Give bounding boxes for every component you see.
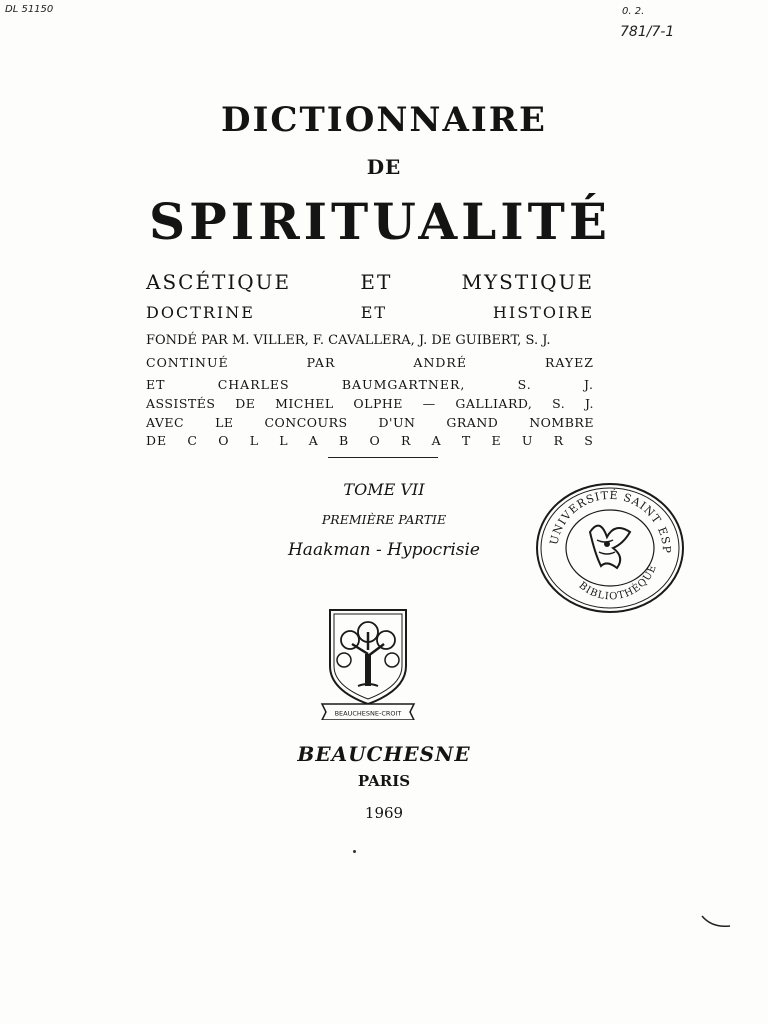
founders-word: CONCOURS (264, 415, 348, 430)
publisher-city: PARIS (357, 772, 411, 790)
founders-line-4 (146, 396, 594, 411)
founders-line-1: FONDÉ PAR M. VILLER, F. CAVALLERA, J. DE GUIBERT, S. J. (146, 333, 551, 348)
founders-letter: E (491, 433, 502, 448)
founders-word: DE (235, 396, 256, 411)
founders-letter: A (431, 433, 442, 448)
founders-word: AVEC (146, 415, 185, 430)
founders-word: RAYEZ (545, 355, 594, 370)
founders-line-3 (146, 377, 594, 392)
title-line-1: DICTIONNAIRE (221, 100, 547, 140)
founders-letter: R (553, 433, 565, 448)
stray-pen-mark-icon (700, 912, 734, 932)
founders-word: GALLIARD, (455, 396, 533, 411)
founders-word: ASSISTÉS (146, 396, 216, 411)
founders-word: ET (146, 377, 166, 392)
founders-word: DE (146, 433, 168, 448)
crest-banner-text: BEAUCHESNE-CROIT (334, 709, 402, 718)
founders-word: LE (215, 415, 234, 430)
subtitle-word: ET (360, 303, 388, 322)
founders-word: J. (584, 396, 594, 411)
founders-word: OLPHE (353, 396, 403, 411)
founders-word: GRAND (446, 415, 499, 430)
handwritten-note-1: 0. 2. (622, 6, 645, 17)
title-line-2: DE (366, 155, 402, 179)
library-stamp-icon (535, 482, 685, 614)
subtitle-word: HISTOIRE (492, 303, 594, 322)
founders-letter: T (461, 433, 472, 448)
subtitle-word: ET (360, 270, 393, 294)
publisher-crest (318, 604, 418, 720)
founders-letter: L (279, 433, 289, 448)
tree-crest-icon (318, 604, 418, 720)
subtitle-word: DOCTRINE (146, 303, 255, 322)
founders-word: CONTINUÉ (146, 355, 229, 370)
founders-letter: B (339, 433, 350, 448)
founders-letter: S (584, 433, 594, 448)
publisher-name: BEAUCHESNE (297, 742, 471, 766)
founders-word: BAUMGARTNER, (341, 377, 466, 392)
founders-word: D'UN (378, 415, 416, 430)
founders-line-6 (146, 433, 594, 448)
founders-word: ANDRÉ (413, 355, 467, 370)
subtitle-line-2 (146, 303, 594, 322)
founders-word: PAR (306, 355, 336, 370)
founders-letter: L (249, 433, 259, 448)
founders-letter: A (308, 433, 319, 448)
founders-letter: U (521, 433, 534, 448)
stamp-text-top: UNIVERSITÉ SAINT ESP (547, 488, 674, 555)
part-label: PREMIÈRE PARTIE (321, 512, 447, 527)
divider-rule (328, 457, 438, 458)
stray-mark (353, 850, 356, 853)
founders-word: CHARLES (217, 377, 290, 392)
founders-letter: O (369, 433, 381, 448)
handwritten-note-2: 781/7-1 (620, 24, 675, 40)
founders-word: S. (517, 377, 532, 392)
svg-text:BIBLIOTHÈQUE (576, 563, 659, 603)
founders-word: — (422, 396, 436, 411)
subtitle-word: ASCÉTIQUE (146, 270, 292, 294)
handwritten-reference: DL 51150 (5, 4, 54, 15)
library-stamp (535, 482, 685, 614)
subtitle-line-1 (146, 270, 594, 294)
founders-letter: R (400, 433, 412, 448)
founders-word: S. (552, 396, 566, 411)
title-line-3: SPIRITUALITÉ (149, 192, 611, 251)
subtitle-word: MYSTIQUE (461, 270, 594, 294)
founders-word: NOMBRE (529, 415, 594, 430)
stamp-text-bottom: BIBLIOTHÈQUE (576, 562, 660, 603)
founders-letter: C (187, 433, 198, 448)
founders-word: MICHEL (275, 396, 334, 411)
tome-label: TOME VII (343, 480, 425, 499)
publication-year: 1969 (364, 804, 404, 822)
founders-word: J. (583, 377, 594, 392)
volume-range: Haakman - Hypocrisie (287, 540, 480, 560)
founders-letter: O (218, 433, 230, 448)
svg-text:UNIVERSITÉ SAINT ESPRIT KASLIK (535, 482, 673, 554)
founders-line-5 (146, 415, 594, 430)
founders-line-2 (146, 355, 594, 370)
